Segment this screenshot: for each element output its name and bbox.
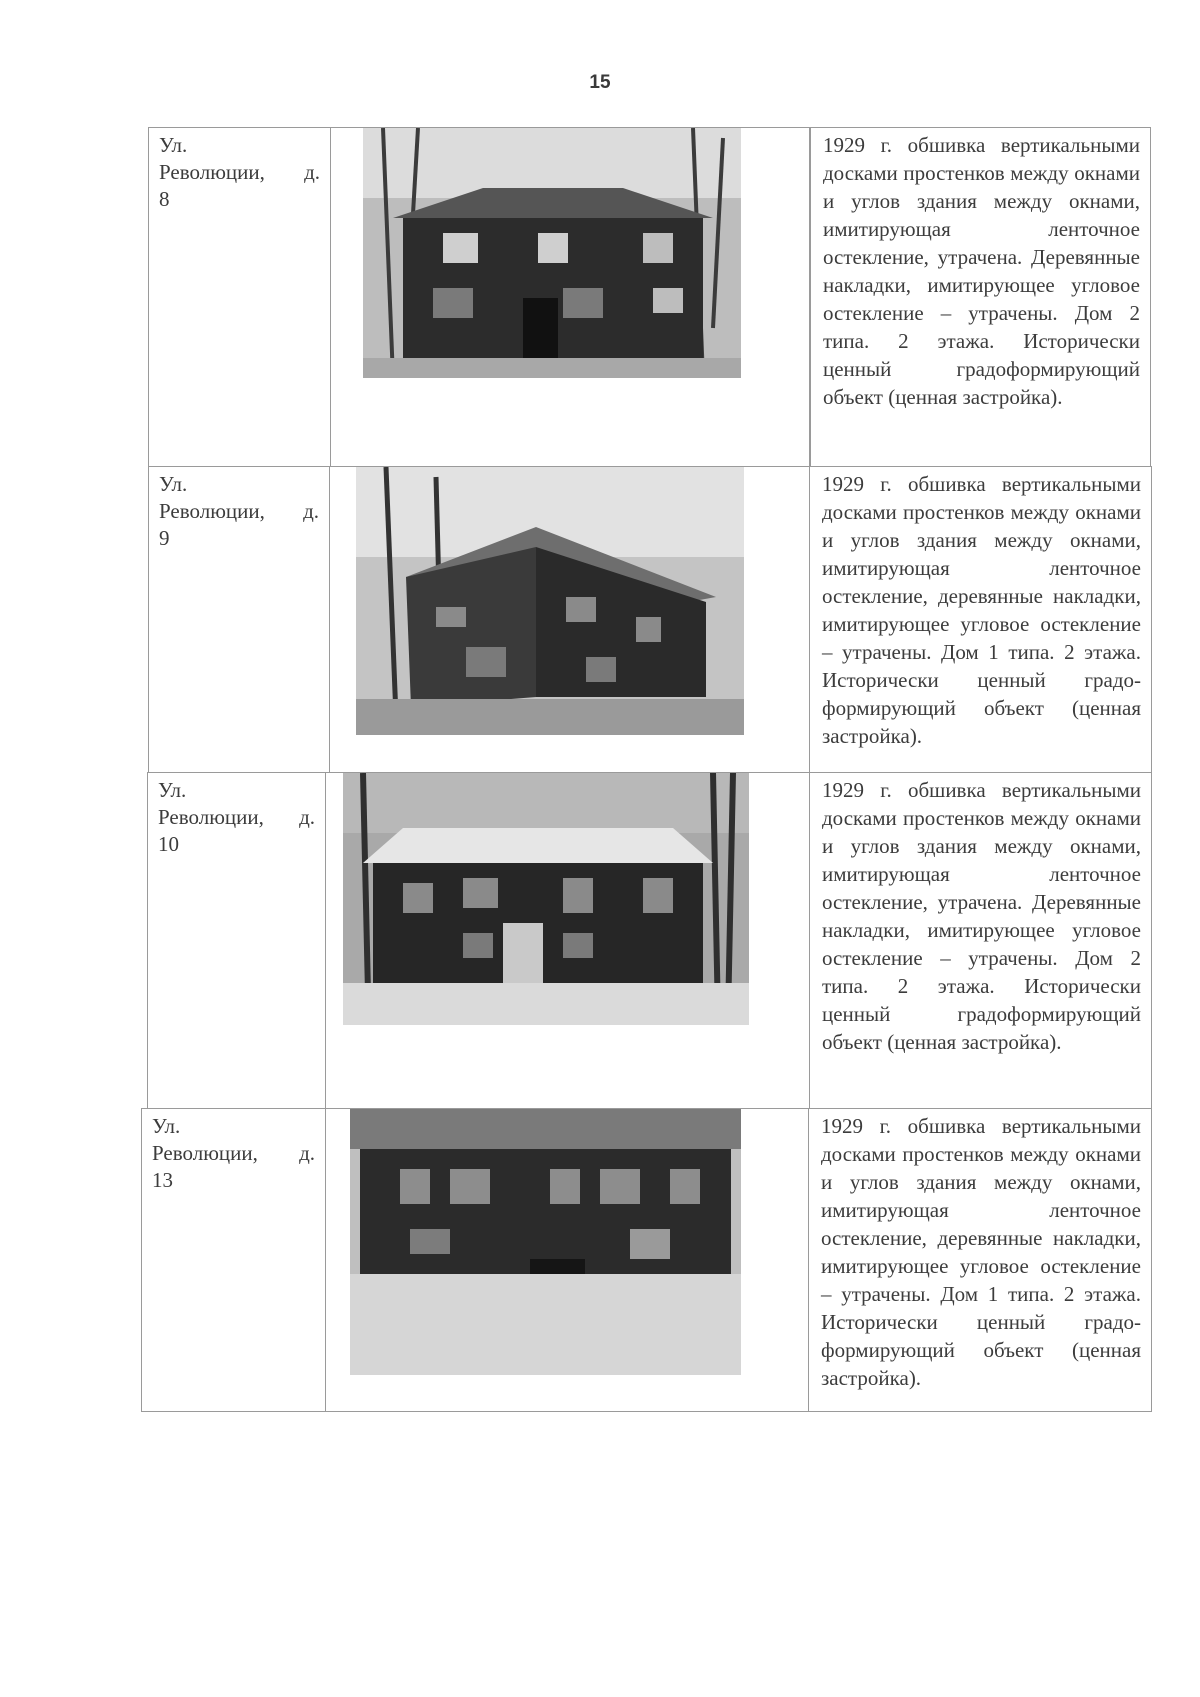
street-name: Революции, д. xyxy=(158,805,315,829)
description-cell: 1929 г. обшивка вертикальными досками простенков между окнами и углов здания между окнами, имитирующая ленточное остекление, деревянные накладки, имитирующее угловое остекление – утрачены. Дом 1 типа. 2 этажа. Исторически ценный градоформирующий объект (ценная застройка). xyxy=(808,1108,1152,1412)
house-photo-icon xyxy=(343,773,749,1025)
street-label: Ул. xyxy=(158,778,187,802)
description-cell: 1929 г. обшивка вертикальными досками простенков между окнами и углов здания между окнами, имитирующая ленточное остекление, утрачена. Деревянные накладки, имитирующее угловое остекление – утрачены. Дом 2 типа. 2 этажа. Исторически ценный градоформирующий объект (ценная застройка). xyxy=(809,772,1152,1112)
address-cell xyxy=(148,466,330,773)
street-name: Революции, д. xyxy=(152,1141,315,1165)
house-photo-icon xyxy=(350,1109,741,1375)
street-label: Ул. xyxy=(159,133,188,157)
street-name: Революции, д. xyxy=(159,160,320,184)
house-number: 9 xyxy=(159,526,170,550)
house-number: 10 xyxy=(158,832,179,856)
address-cell xyxy=(147,772,326,1112)
address-cell xyxy=(148,127,331,467)
description-cell: 1929 г. обшивка вертикальными досками простенков между окнами и углов здания между окнами, имитирующая ленточное остекление, утрачена. Деревянные накладки, имитирующее угловое остекление – утрачены. Дом 2 типа. 2 этажа. Исторически ценный градоформирующий объект (ценная застройка). xyxy=(810,127,1151,467)
street-label: Ул. xyxy=(159,472,188,496)
house-number: 8 xyxy=(159,187,170,211)
address-cell xyxy=(141,1108,326,1412)
house-number: 13 xyxy=(152,1168,173,1192)
street-name: Революции, д. xyxy=(159,499,319,523)
house-photo-icon xyxy=(363,128,741,378)
page-number: 15 xyxy=(589,72,611,93)
street-label: Ул. xyxy=(152,1114,181,1138)
description-cell: 1929 г. обшивка вертикальными досками простенков между окнами и углов здания между окнами, имитирующая ленточное остекление, деревянные накладки, имитирующее угловое остекление – утрачены. Дом 1 типа. 2 этажа. Исторически ценный градоформирующий объект (ценная застройка). xyxy=(809,466,1152,773)
house-photo-icon xyxy=(356,467,744,735)
